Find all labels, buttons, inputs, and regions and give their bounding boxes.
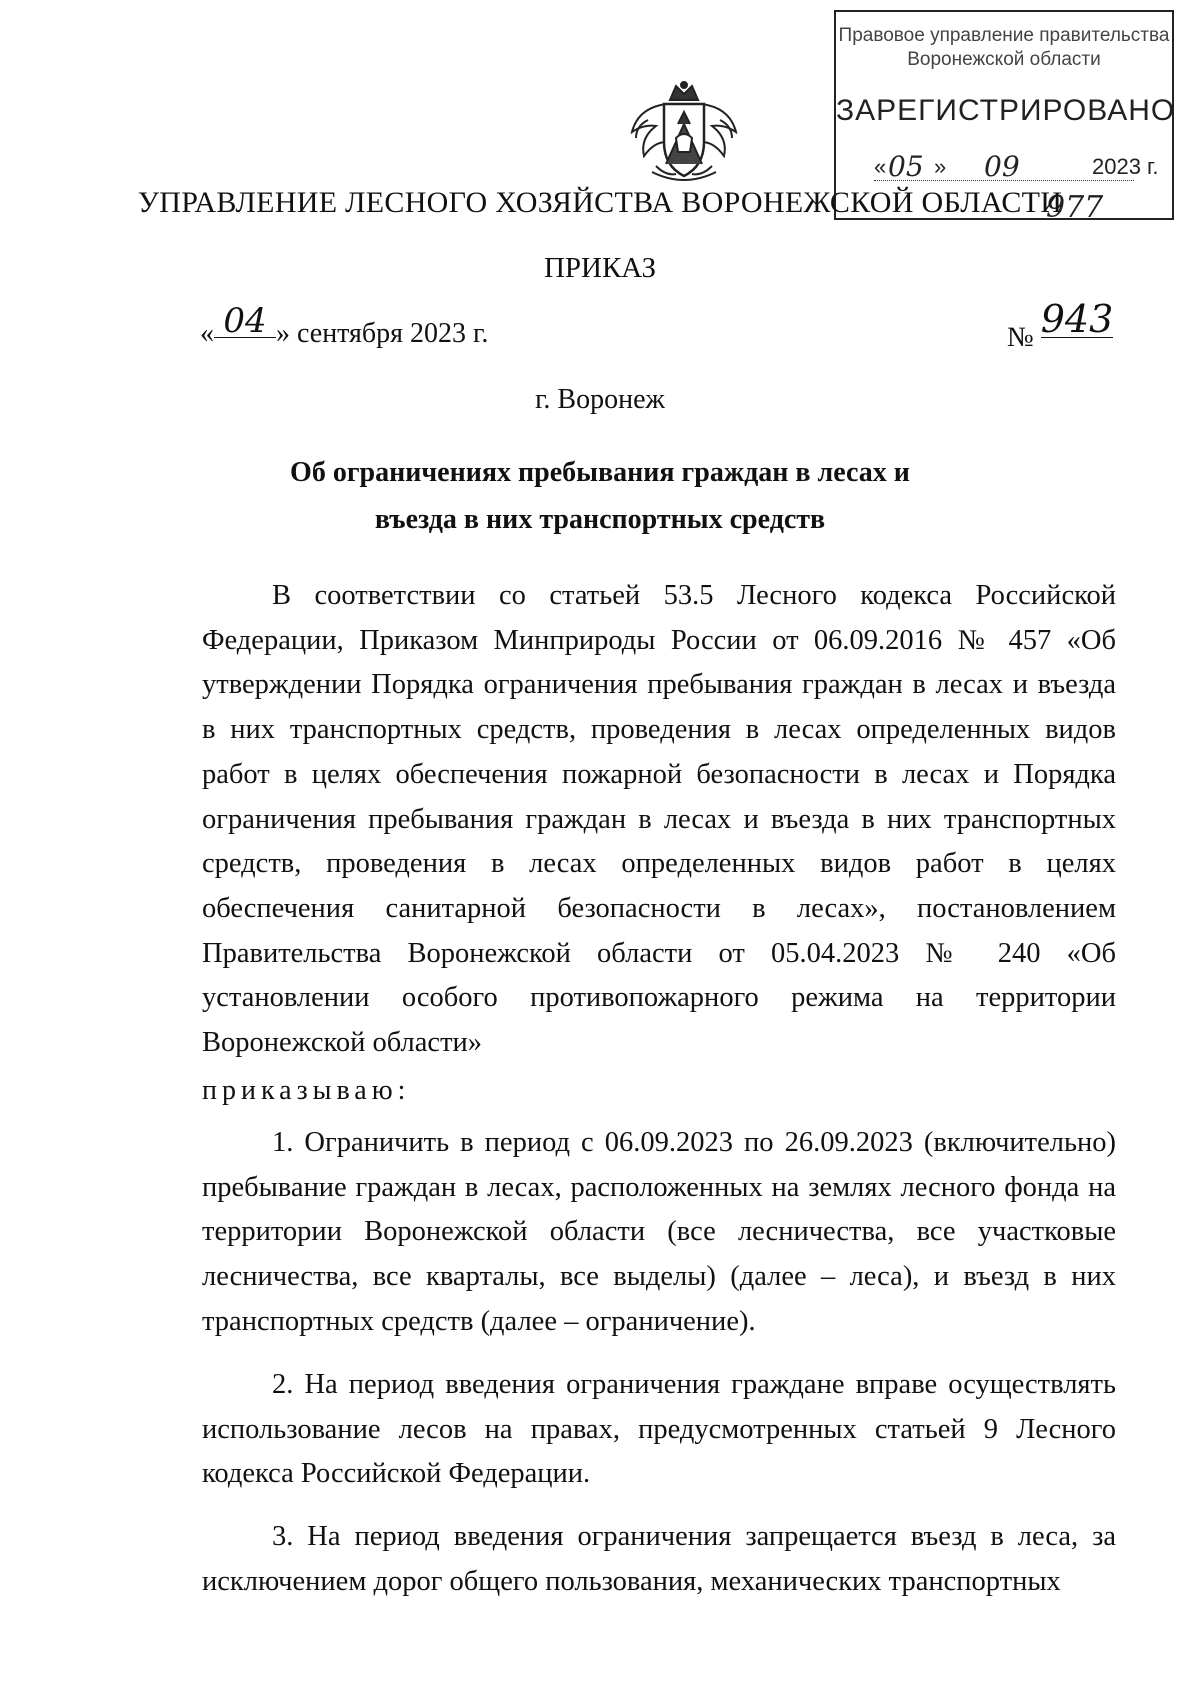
city: г. Воронеж (535, 384, 665, 415)
order-number (1007, 297, 1114, 354)
order-date-rest: » сентября 2023 г. (276, 318, 489, 349)
stamp-org-line2: Воронежской области (907, 49, 1101, 70)
stamp-org (836, 24, 1172, 72)
stamp-year: 2023 г. (1092, 154, 1159, 179)
subject-line2: въезда в них транспортных средств (374, 504, 826, 535)
decree-word: приказываю: (202, 1075, 411, 1106)
subject-line1: Об ограничениях пребывания граждан в лесах и (290, 457, 910, 488)
order-date-day: 04 (214, 305, 276, 338)
order-number-label: № (1007, 322, 1034, 353)
stamp-month: 09 (984, 150, 1020, 183)
stamp-open-quote: « (874, 154, 887, 179)
item-3-text: 3. На период введения ограничения запрещается въезд в леса, за исключением дорог общего пользования, механических транспортных (202, 1521, 1116, 1597)
stamp-reg-number: 977 (1046, 190, 1104, 225)
organization-title: УПРАВЛЕНИЕ ЛЕСНОГО ХОЗЯЙСТВА ВОРОНЕЖСКОЙ ОБЛАСТИ (137, 186, 1063, 219)
stamp-date (874, 150, 1164, 183)
item-2 (202, 1363, 1116, 1497)
stamp-date-underline (874, 180, 1134, 181)
item-1-text: 1. Ограничить в период с 06.09.2023 по 26.09.2023 (включительно) пребывание граждан в лесах, расположенных на землях лесного фонда на территории Воронежской области (все лесничества, все участковые лесничества, все кварталы, все выделы) (далее – леса), и въезд в них транспортных средств (далее – ограничение). (202, 1127, 1116, 1337)
item-3 (202, 1515, 1116, 1604)
item-1 (202, 1121, 1116, 1345)
stamp-status: ЗАРЕГИСТРИРОВАНО (836, 94, 1176, 127)
document-type: ПРИКАЗ (543, 252, 657, 284)
date-open-quote: « (200, 318, 214, 349)
stamp-org-line1: Правовое управление правительства (838, 25, 1170, 46)
order-subject (0, 449, 1200, 543)
stamp-day: 05 (888, 150, 924, 183)
preamble-text: В соответствии со статьей 53.5 Лесного кодекса Российской Федерации, Приказом Минприроды России от 06.09.2016 № 457 «Об утверждении Порядка ограничения пребывания граждан в лесах и въезда в них транспортных средств, проведения в лесах определенных видов работ в целях обеспечения пожарной безопасности в лесах и Порядка ограничения пребывания граждан в лесах и въезда в них транспортных средств, проведения в лесах определенных видов работ в целях обеспечения санитарной безопасности в лесах», постановлением Правительства Воронежской области от 05.04.2023 № 240 «Об установлении особого противопожарного режима на территории Воронежской области» (202, 580, 1116, 1059)
coat-of-arms-icon (626, 80, 742, 184)
item-2-text: 2. На период введения ограничения граждане вправе осуществлять использование лесов на правах, предусмотренных статьей 9 Лесного кодекса Российской Федерации. (202, 1369, 1116, 1490)
order-date (200, 301, 489, 350)
order-number-value: 943 (1040, 297, 1114, 341)
preamble (202, 574, 1116, 1066)
stamp-close-quote: » (934, 154, 947, 179)
